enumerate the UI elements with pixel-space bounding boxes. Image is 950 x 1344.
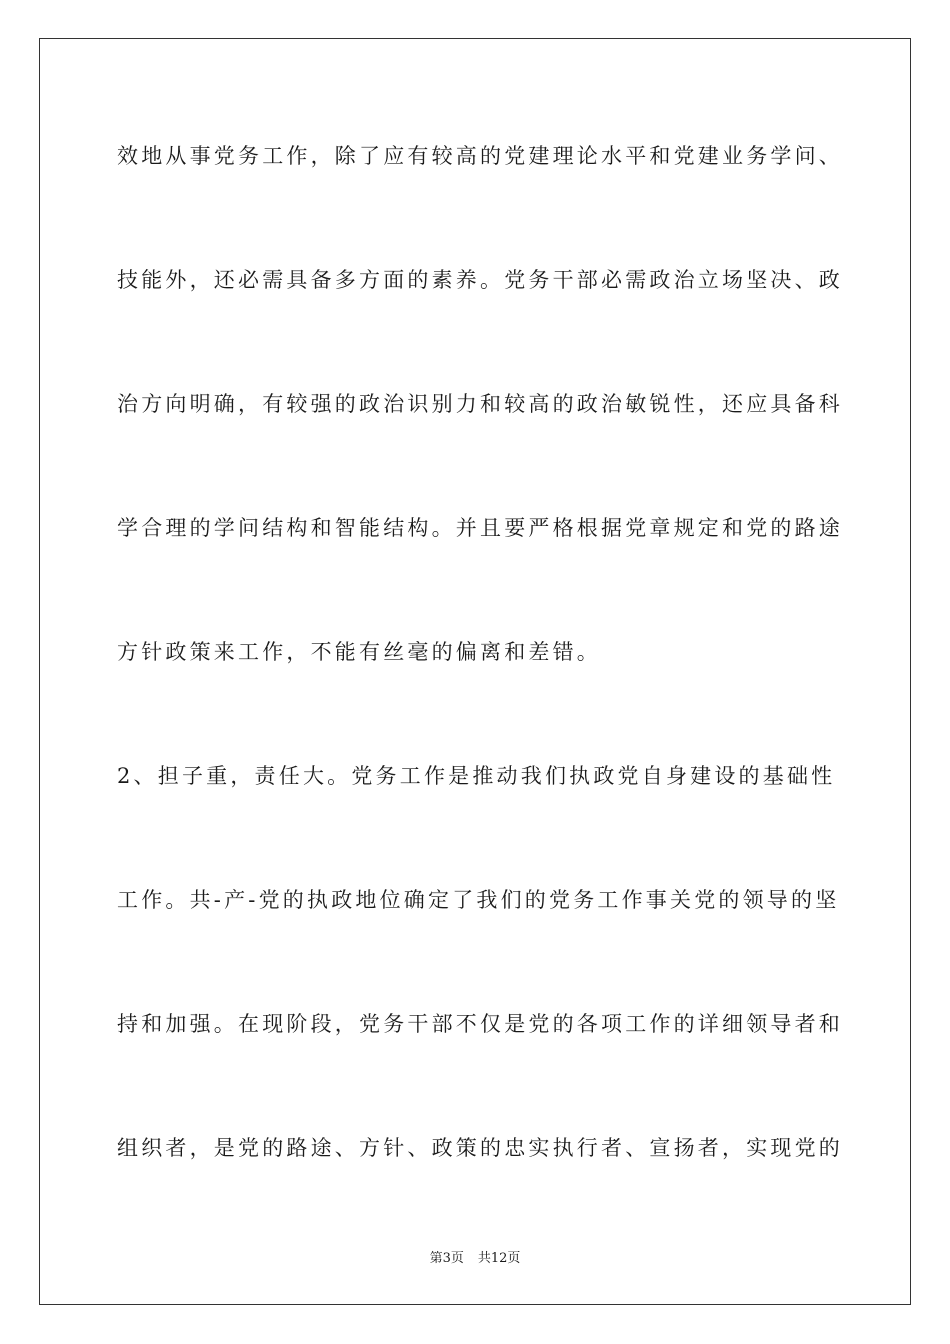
text-line: 方针政策来工作，不能有丝毫的偏离和差错。: [117, 640, 601, 664]
text-line: 2、担子重，责任大。党务工作是推动我们执政党自身建设的基础性: [117, 764, 836, 788]
text-line: 学合理的学问结构和智能结构。并且要严格根据党章规定和党的路途: [117, 516, 843, 540]
page-total: 共12页: [477, 1251, 521, 1266]
text-line: 持和加强。在现阶段，党务干部不仅是党的各项工作的详细领导者和: [117, 1012, 843, 1036]
page-border: [39, 38, 911, 1305]
text-line: 技能外，还必需具备多方面的素养。党务干部必需政治立场坚决、政: [117, 268, 843, 292]
text-line: 效地从事党务工作，除了应有较高的党建理论水平和党建业务学问、: [117, 144, 843, 168]
text-line: 治方向明确，有较强的政治识别力和较高的政治敏锐性，还应具备科: [117, 392, 843, 416]
page-number: 第3页: [429, 1251, 464, 1266]
text-line: 组织者，是党的路途、方针、政策的忠实执行者、宣扬者，实现党的: [117, 1136, 843, 1160]
page-footer: [0, 1247, 950, 1266]
text-line: 工作。共-产-党的执政地位确定了我们的党务工作事关党的领导的坚: [117, 888, 840, 912]
